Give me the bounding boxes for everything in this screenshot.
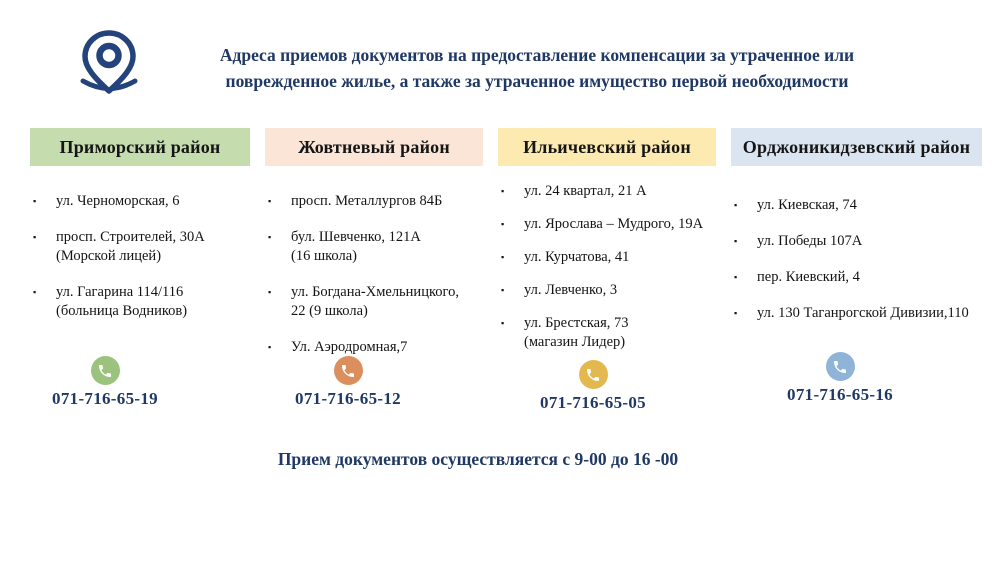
bullet-icon: ▪ [268,287,272,297]
bullet-icon: ▪ [268,342,272,352]
phone-number: 071-716-65-19 [52,389,158,408]
address-item: ▪ ул. Брестская, 73 (магазин Лидер) [501,315,629,350]
bullet-icon: ▪ [501,285,505,295]
phone-block [760,352,920,405]
location-pin-icon [72,26,146,100]
address-item: ▪ пер. Киевский, 4 [734,269,860,285]
address-list [731,196,982,323]
bullet-icon: ▪ [33,232,37,242]
bullet-icon: ▪ [734,200,738,210]
phone-number: 071-716-65-16 [787,385,893,404]
page-title [154,42,920,94]
bullet-icon: ▪ [501,318,505,328]
address-item: ▪ ул. Киевская, 74 [734,197,857,213]
address-item: ▪ ул. Победы 107А [734,233,863,249]
district-header: Ильичевский район [498,128,716,166]
address-item: ▪ ул. 130 Таганрогской Дивизии,110 [734,305,969,321]
address-item: ▪ просп. Строителей, 30А (Морской лицей) [33,229,205,264]
phone-icon [826,352,855,381]
address-item: ▪ ул. Гагарина 114/116 (больница Водников) [33,284,188,319]
bullet-icon: ▪ [734,308,738,318]
phone-block [268,356,428,409]
address-list [265,192,483,357]
phone-icon [91,356,120,385]
district-column-zhovtnevy [265,128,483,428]
header [72,26,920,100]
district-header: Орджоникидзевский район [731,128,982,166]
address-item: ▪ ул. Ярослава – Мудрого, 19А [501,216,704,232]
phone-icon [334,356,363,385]
district-columns [30,128,982,428]
bullet-icon: ▪ [268,196,272,206]
district-column-ilyichevsky [498,128,716,428]
phone-icon [579,360,608,389]
phone-number: 071-716-65-12 [295,389,401,408]
bullet-icon: ▪ [268,232,272,242]
address-item: ▪ ул. Богдана-Хмельницкого, 22 (9 школа) [268,284,459,319]
address-item: ▪ ул. Левченко, 3 [501,282,618,298]
address-list [30,192,250,321]
district-column-ordzhonikidzevsky [731,128,982,428]
address-list [498,182,716,352]
address-item: ▪ Ул. Аэродромная,7 [268,339,408,355]
page-title-line1: Адреса приемов документов на предоставление компенсации за утраченное или [219,45,855,65]
address-item: ▪ ул. Курчатова, 41 [501,249,630,265]
bullet-icon: ▪ [734,236,738,246]
district-header: Жовтневый район [265,128,483,166]
phone-block [513,360,673,413]
address-item: ▪ просп. Металлургов 84Б [268,193,443,209]
page-title-line2: поврежденное жилье, а также за утраченное имущество первой необходимости [225,71,849,91]
address-item: ▪ ул. 24 квартал, 21 А [501,183,647,199]
bullet-icon: ▪ [501,186,505,196]
bullet-icon: ▪ [501,252,505,262]
address-item: ▪ ул. Черноморская, 6 [33,193,180,209]
bullet-icon: ▪ [501,219,505,229]
phone-number: 071-716-65-05 [540,393,646,412]
district-column-primorsky [30,128,250,428]
bullet-icon: ▪ [734,272,738,282]
footer-note: Прием документов осуществляется с 9-00 до 16 -00 [277,449,679,469]
bullet-icon: ▪ [33,196,37,206]
phone-block [25,356,185,409]
bullet-icon: ▪ [33,287,37,297]
district-header: Приморский район [30,128,250,166]
address-item: ▪ бул. Шевченко, 121А (16 школа) [268,229,421,264]
